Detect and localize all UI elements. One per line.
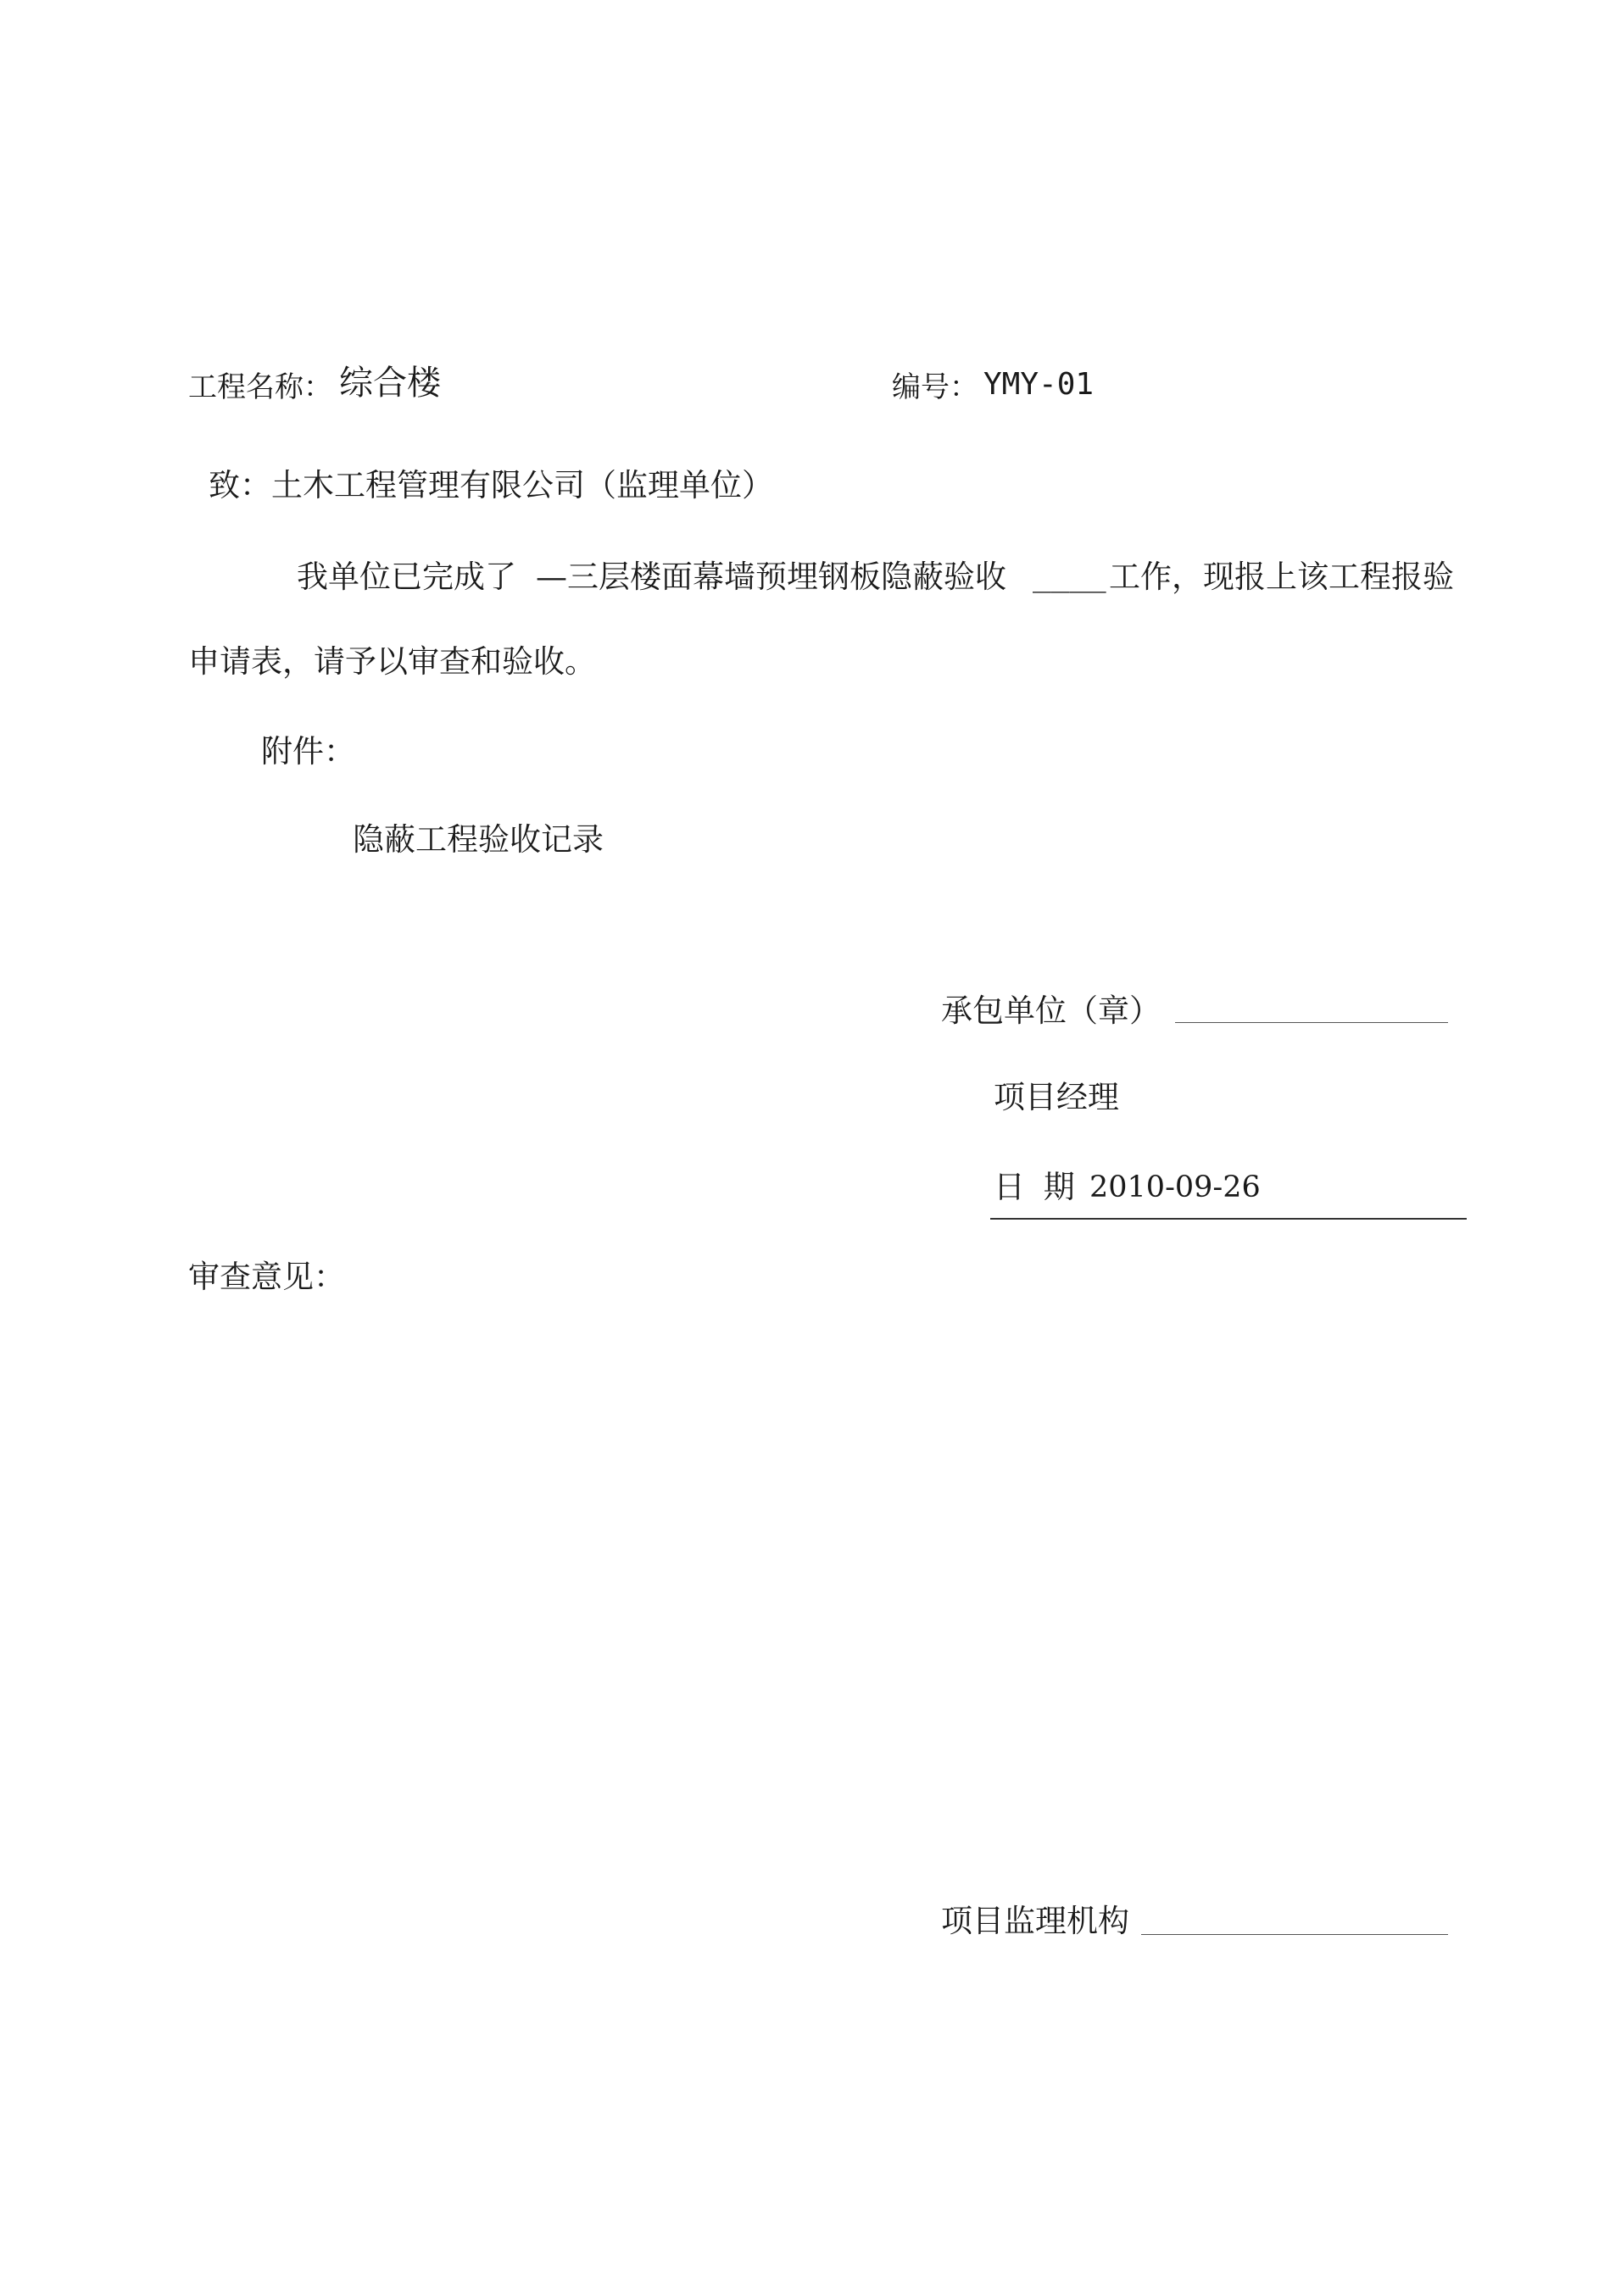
project-manager-label: 项目经理 (994, 1079, 1119, 1115)
body-line1-suffix: 工作，现报上该工程报验 (1109, 559, 1454, 595)
body-line1-blank: ____ (1033, 559, 1106, 593)
attachment-item: 隐蔽工程验收记录 (353, 821, 604, 858)
number-label: 编号： (892, 370, 978, 404)
addressee: 致：土木工程管理有限公司（监理单位） (209, 467, 773, 503)
project-name-label: 工程名称： (188, 370, 332, 404)
supervision-signature-line (1141, 1934, 1448, 1935)
body-line1-work: —三层楼面幕墙预埋钢板隐蔽验收 (536, 559, 1006, 595)
body-line1-prefix: 我单位已完成了 (297, 559, 516, 595)
date-label: 日 期 (994, 1169, 1075, 1205)
number-value: YMY-01 (983, 367, 1095, 402)
body-line2: 申请表，请予以审查和验收。 (188, 643, 596, 680)
review-opinion-label: 审查意见： (188, 1259, 345, 1295)
date-underline (990, 1218, 1467, 1220)
date-value: 2010-09-26 (1089, 1170, 1261, 1204)
contractor-unit-label: 承包单位（章） (941, 992, 1161, 1029)
project-name-value: 综合楼 (339, 364, 441, 403)
attachments-label: 附件： (261, 733, 355, 770)
supervision-org-label: 项目监理机构 (941, 1903, 1129, 1939)
contractor-unit-signature-line (1175, 1022, 1448, 1023)
